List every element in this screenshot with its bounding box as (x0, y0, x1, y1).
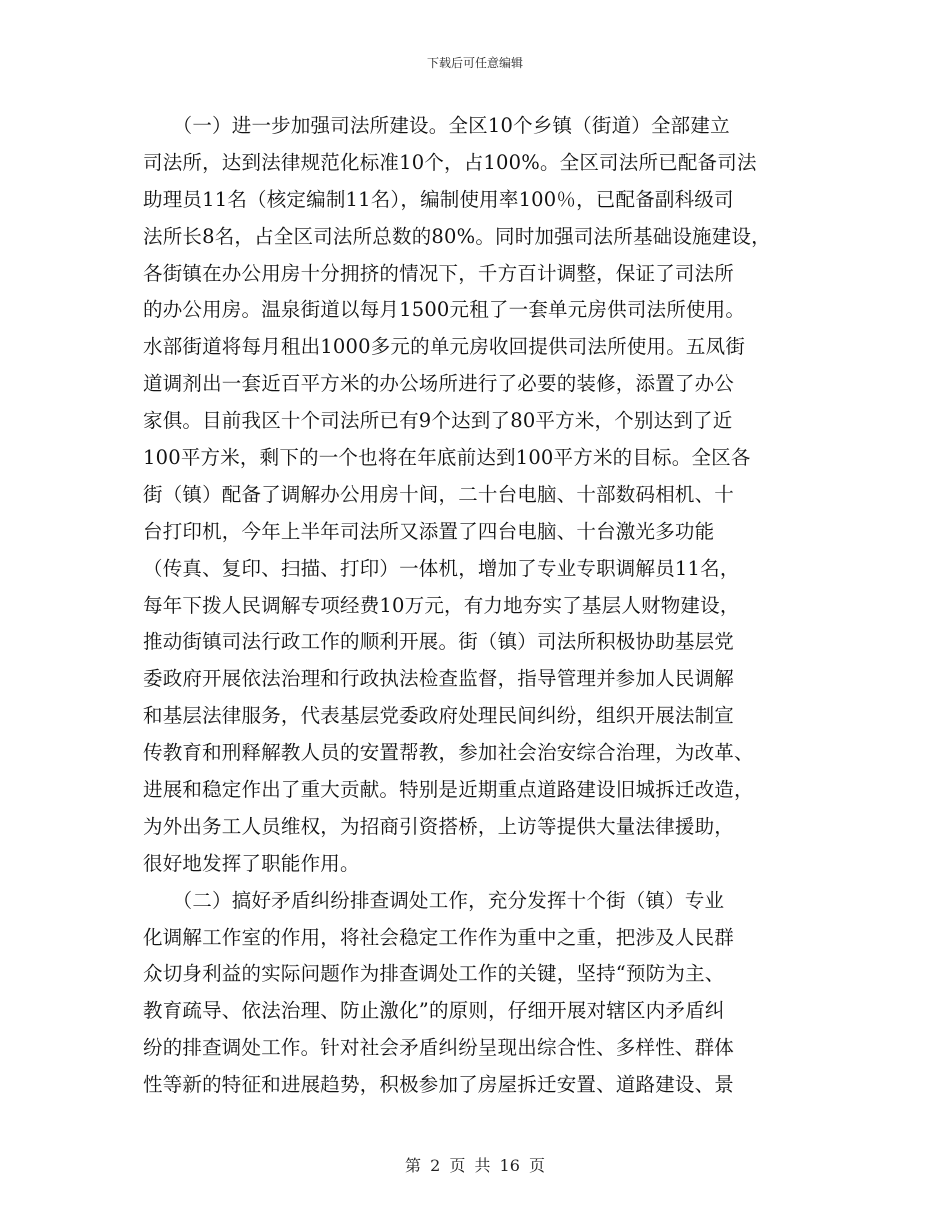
text-line: （一）进一步加强司法所建设。全区10个乡镇（街道）全部建立 (143, 114, 730, 137)
text-line: 委政府开展依法治理和行政执法检查监督，指导管理并参加人民调解 (143, 667, 735, 691)
text-line: 化调解工作室的作用，将社会稳定工作作为重中之重，把涉及人民群 (143, 925, 735, 949)
text-line: 各街镇在办公用房十分拥挤的情况下，千方百计调整，保证了司法所 (143, 261, 735, 285)
text-line: 的办公用房。温泉街道以每月1500元租了一套单元房供司法所使用。 (143, 298, 746, 322)
text-line: 家俱。目前我区十个司法所已有9个达到了80平方米，个别达到了近 (143, 409, 733, 433)
text-line: 助理员11名（核定编制11名），编制使用率100％，已配备副科级司 (143, 187, 734, 211)
text-line: 教育疏导、依法治理、防止激化”的原则，仔细开展对辖区内矛盾纠 (143, 999, 725, 1023)
document-body (143, 108, 813, 1104)
text-line: 为外出务工人员维权，为招商引资搭桥，上访等提供大量法律援助， (143, 814, 735, 838)
page-footer: 第 2 页 共 16 页 (405, 1156, 545, 1175)
text-line: 众切身利益的实际问题作为排查调处工作的关键，坚持“预防为主、 (143, 962, 725, 986)
text-line: 法所长8名，占全区司法所总数的80%。同时加强司法所基础设施建设， (143, 224, 771, 248)
text-line: 街（镇）配备了调解办公用房十间，二十台电脑、十部数码相机、十 (143, 482, 735, 506)
text-line: 100平方米，剩下的一个也将在年底前达到100平方米的目标。全区各 (143, 446, 751, 470)
text-line: 推动街镇司法行政工作的顺利开展。街（镇）司法所积极协助基层党 (143, 630, 735, 654)
text-line: （二）搞好矛盾纠纷排查调处工作，充分发挥十个街（镇）专业 (143, 888, 725, 912)
text-line: （传真、复印、扫描、打印）一体机，增加了专业专职调解员11名， (143, 556, 740, 580)
text-line: 很好地发挥了职能作用。 (143, 851, 360, 875)
text-line: 水部街道将每月租出1000多元的单元房收回提供司法所使用。五凤街 (143, 335, 746, 359)
text-line: 司法所，达到法律规范化标准10个，占100%。全区司法所已配备司法 (143, 150, 757, 174)
text-line: 进展和稳定作出了重大贡献。特别是近期重点道路建设旧城拆迁改造， (143, 778, 754, 802)
text-line: 每年下拨人民调解专项经费10万元，有力地夯实了基层人财物建设， (143, 593, 740, 617)
text-line: 和基层法律服务，代表基层党委政府处理民间纠纷，组织开展法制宣 (143, 704, 735, 728)
text-line: 传教育和刑释解教人员的安置帮教，参加社会治安综合治理，为改革、 (143, 741, 754, 765)
text-line: 性等新的特征和进展趋势，积极参加了房屋拆迁安置、道路建设、景 (143, 1073, 735, 1097)
page-header: 下载后可任意编辑 (426, 56, 523, 70)
text-line: 道调剂出一套近百平方米的办公场所进行了必要的装修，添置了办公 (143, 372, 735, 396)
text-line: 纷的排查调处工作。针对社会矛盾纠纷呈现出综合性、多样性、群体 (143, 1036, 735, 1060)
text-line: 台打印机，今年上半年司法所又添置了四台电脑、十台激光多功能 (143, 519, 715, 543)
